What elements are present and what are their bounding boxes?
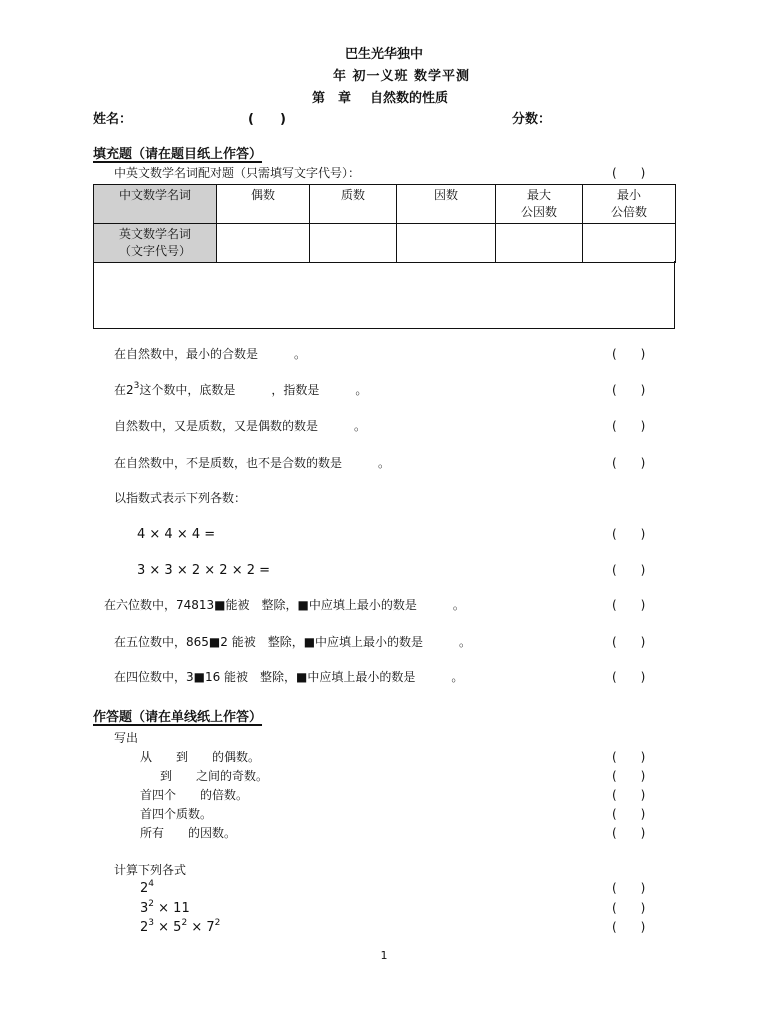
write-5: 所有 的因数。 xyxy=(140,826,237,840)
paren-5b: ( ) xyxy=(612,563,646,577)
col-even: 偶数 xyxy=(217,185,310,224)
paren-w4: ( ) xyxy=(612,807,646,821)
question-5: 以指数式表示下列各数： xyxy=(114,491,247,505)
match-prompt: 中英文数学名词配对题（只需填写文字代号）： xyxy=(114,166,361,180)
section1-title: 填充题（请在题目纸上作答） xyxy=(93,147,263,162)
chapter-label: 第 章 xyxy=(312,91,352,106)
row1-header: 中文数学名词 xyxy=(94,185,217,224)
write-label: 写出 xyxy=(114,731,139,745)
write-3: 首四个 的倍数。 xyxy=(140,788,249,802)
school-name: 巴生光华独中 xyxy=(344,47,423,62)
calc-3: $2^3 \times 5^2 \times 7^2$ xyxy=(140,918,221,935)
question-2: 在$2^3$这个数中，底数是 ，指数是 。 xyxy=(114,381,368,397)
paren-w2: ( ) xyxy=(612,769,646,783)
question-5a: 4 × 4 × 4 = xyxy=(137,527,216,542)
col-prime: 质数 xyxy=(310,185,397,224)
question-4: 在自然数中，不是质数，也不是合数的数是 。 xyxy=(114,456,391,470)
exam-title: 年 初一义班 数学平测 xyxy=(333,69,471,84)
calc-label: 计算下列各式 xyxy=(114,863,187,877)
question-1: 在自然数中，最小的合数是 。 xyxy=(114,347,307,361)
answer-cell[interactable] xyxy=(583,224,676,263)
calc-2: $3^2 \times 11$ xyxy=(140,899,190,916)
paren-w1: ( ) xyxy=(612,750,646,764)
question-5b: 3 × 3 × 2 × 2 × 2 = xyxy=(137,563,271,578)
paren-3: ( ) xyxy=(612,419,646,433)
answer-box[interactable] xyxy=(93,261,675,329)
write-4: 首四个质数。 xyxy=(140,807,213,821)
paren-8: ( ) xyxy=(612,670,646,684)
name-label: 姓名： xyxy=(93,112,133,127)
paren-w3: ( ) xyxy=(612,788,646,802)
question-8: 在四位数中，3■16 能被 整除，■中应填上最小的数是 。 xyxy=(114,670,464,684)
matching-table xyxy=(93,184,676,263)
score-label: 分数： xyxy=(512,112,552,127)
paren-2: ( ) xyxy=(612,383,646,397)
section2-title: 作答题（请在单线纸上作答） xyxy=(93,710,263,725)
paren-7: ( ) xyxy=(612,635,646,649)
paren-c3: ( ) xyxy=(612,920,646,934)
paren-c2: ( ) xyxy=(612,901,646,915)
answer-cell[interactable] xyxy=(310,224,397,263)
answer-cell[interactable] xyxy=(397,224,496,263)
page-number: 1 xyxy=(380,949,388,962)
paren-5a: ( ) xyxy=(612,527,646,541)
paren-6: ( ) xyxy=(612,598,646,612)
paren-4: ( ) xyxy=(612,456,646,470)
name-paren: ( ) xyxy=(248,112,286,127)
chapter-title: 自然数的性质 xyxy=(370,91,449,106)
question-3: 自然数中，又是质数，又是偶数的数是 。 xyxy=(114,419,367,433)
paren-match: ( ) xyxy=(612,166,646,180)
paren-w5: ( ) xyxy=(612,826,646,840)
paren-1: ( ) xyxy=(612,347,646,361)
question-7: 在五位数中，865■2 能被 整除，■中应填上最小的数是 。 xyxy=(114,635,472,649)
paren-c1: ( ) xyxy=(612,881,646,895)
write-1: 从 到 的偶数。 xyxy=(140,750,261,764)
answer-cell[interactable] xyxy=(496,224,583,263)
question-6: 在六位数中，74813■能被 整除，■中应填上最小的数是 。 xyxy=(104,598,465,612)
col-lcm: 最小 公倍数 xyxy=(583,185,676,224)
answer-cell[interactable] xyxy=(217,224,310,263)
row2-header: 英文数学名词 （文字代号） xyxy=(94,224,217,263)
calc-1: $2^4$ xyxy=(140,879,155,896)
col-gcf: 最大 公因数 xyxy=(496,185,583,224)
write-2: 到 之间的奇数。 xyxy=(160,769,269,783)
col-factor: 因数 xyxy=(397,185,496,224)
